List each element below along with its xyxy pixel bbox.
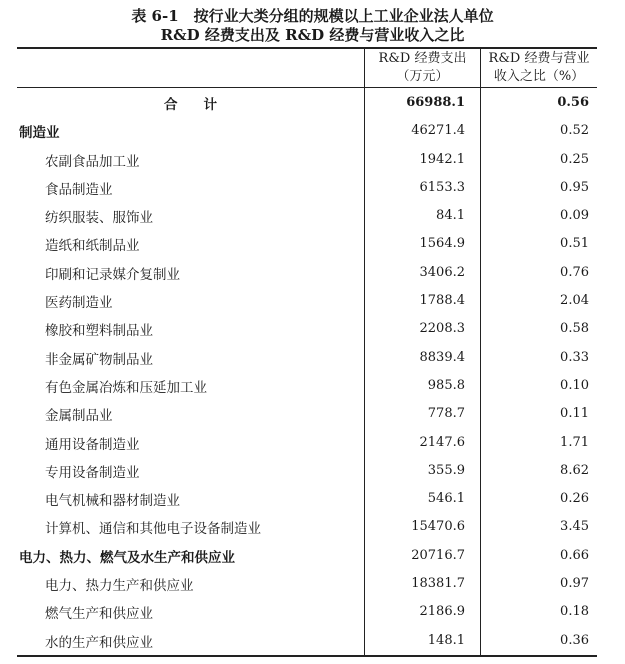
row-rd-expenditure: 2147.6	[419, 434, 465, 450]
table-row	[17, 428, 597, 456]
table-row	[17, 456, 597, 484]
table-title-line-1: 表 6-1 按行业大类分组的规模以上工业企业法人单位	[131, 7, 494, 25]
table-row	[17, 343, 597, 371]
row-rd-ratio: 0.52	[560, 123, 589, 139]
row-rd-ratio: 0.11	[560, 406, 589, 422]
row-industry-name: 合计	[164, 97, 243, 113]
row-rd-ratio: 0.58	[560, 321, 589, 337]
header-rd-expenditure-line-2: （万元）	[396, 69, 449, 84]
row-rd-ratio: 1.71	[560, 434, 589, 450]
table-row	[17, 145, 597, 173]
row-rd-ratio: 0.33	[560, 349, 589, 365]
row-industry-name: 食品制造业	[45, 181, 113, 198]
row-rd-expenditure: 6153.3	[419, 179, 465, 195]
row-industry-name: 有色金属冶炼和压延加工业	[45, 379, 207, 396]
table-row	[17, 597, 597, 625]
row-rd-expenditure: 546.1	[427, 491, 465, 507]
table-row	[17, 201, 597, 229]
row-rd-ratio: 0.76	[560, 264, 589, 280]
row-rd-expenditure: 148.1	[427, 632, 465, 648]
row-industry-name: 燃气生产和供应业	[45, 606, 153, 623]
header-rd-ratio-line-1: R&D 经费与营业	[488, 51, 590, 66]
row-rd-ratio: 0.09	[560, 208, 589, 224]
row-rd-expenditure: 3406.2	[419, 264, 465, 280]
row-industry-name: 造纸和纸制品业	[45, 238, 140, 255]
row-rd-expenditure: 15470.6	[411, 519, 465, 535]
table-body	[17, 88, 597, 654]
table-row	[17, 116, 597, 144]
row-rd-expenditure: 2208.3	[419, 321, 465, 337]
row-rd-ratio: 3.45	[560, 519, 589, 535]
table-row	[17, 484, 597, 512]
table-row	[17, 258, 597, 286]
row-industry-name: 制造业	[19, 125, 60, 142]
row-rd-ratio: 0.66	[560, 547, 589, 563]
row-industry-name: 金属制品业	[45, 408, 113, 425]
row-rd-ratio: 0.36	[560, 632, 589, 648]
row-industry-name: 电气机械和器材制造业	[45, 493, 180, 510]
row-rd-ratio: 0.56	[557, 95, 589, 110]
row-rd-expenditure: 20716.7	[411, 547, 465, 563]
table-row	[17, 173, 597, 201]
row-industry-name: 计算机、通信和其他电子设备制造业	[45, 521, 261, 538]
row-rd-ratio: 0.26	[560, 491, 589, 507]
row-industry-name: 印刷和记录媒介复制业	[45, 266, 180, 283]
row-rd-expenditure: 778.7	[427, 406, 465, 422]
row-industry-name: 通用设备制造业	[45, 436, 140, 453]
table-row	[17, 286, 597, 314]
table-row	[17, 371, 597, 399]
row-industry-name: 橡胶和塑料制品业	[45, 323, 153, 340]
table-row	[17, 399, 597, 427]
row-rd-ratio: 8.62	[560, 462, 589, 478]
row-industry-name: 水的生产和供应业	[45, 634, 153, 651]
row-industry-name: 电力、热力生产和供应业	[45, 578, 194, 595]
row-rd-ratio: 0.25	[560, 151, 589, 167]
row-industry-name: 纺织服装、服饰业	[45, 210, 153, 227]
table-row	[17, 229, 597, 257]
row-industry-name: 医药制造业	[45, 295, 113, 312]
header-rd-expenditure-line-1: R&D 经费支出	[378, 51, 467, 66]
row-rd-expenditure: 1564.9	[419, 236, 465, 252]
row-rd-expenditure: 66988.1	[406, 95, 465, 110]
row-rd-ratio: 2.04	[560, 293, 589, 309]
row-rd-ratio: 0.10	[560, 377, 589, 393]
row-rd-expenditure: 46271.4	[411, 123, 465, 139]
table-row	[17, 626, 597, 654]
table-row	[17, 541, 597, 569]
row-rd-expenditure: 84.1	[436, 208, 465, 224]
row-rd-expenditure: 8839.4	[419, 349, 465, 365]
row-industry-name: 非金属矿物制品业	[45, 351, 153, 368]
row-rd-expenditure: 985.8	[427, 377, 465, 393]
row-industry-name: 专用设备制造业	[45, 464, 140, 481]
header-rd-expenditure	[365, 50, 480, 86]
table-row	[17, 314, 597, 342]
row-industry-name: 电力、热力、燃气及水生产和供应业	[19, 549, 235, 566]
table-bottom-rule	[17, 655, 597, 657]
table-row	[17, 88, 597, 116]
row-rd-expenditure: 2186.9	[419, 604, 465, 620]
row-rd-ratio: 0.97	[560, 576, 589, 592]
row-rd-ratio: 0.51	[560, 236, 589, 252]
header-rd-ratio	[481, 50, 597, 86]
row-rd-expenditure: 1942.1	[419, 151, 465, 167]
table-row	[17, 569, 597, 597]
table-row	[17, 512, 597, 540]
table-top-rule	[17, 47, 597, 49]
row-rd-ratio: 0.95	[560, 179, 589, 195]
row-rd-expenditure: 355.9	[427, 462, 465, 478]
header-rd-ratio-line-2: 收入之比（%）	[493, 69, 585, 84]
row-rd-expenditure: 18381.7	[411, 576, 465, 592]
row-rd-ratio: 0.18	[560, 604, 589, 620]
row-rd-expenditure: 1788.4	[419, 293, 465, 309]
row-industry-name: 农副食品加工业	[45, 153, 140, 170]
table-title-line-2: R&D 经费支出及 R&D 经费与营业收入之比	[160, 26, 465, 44]
